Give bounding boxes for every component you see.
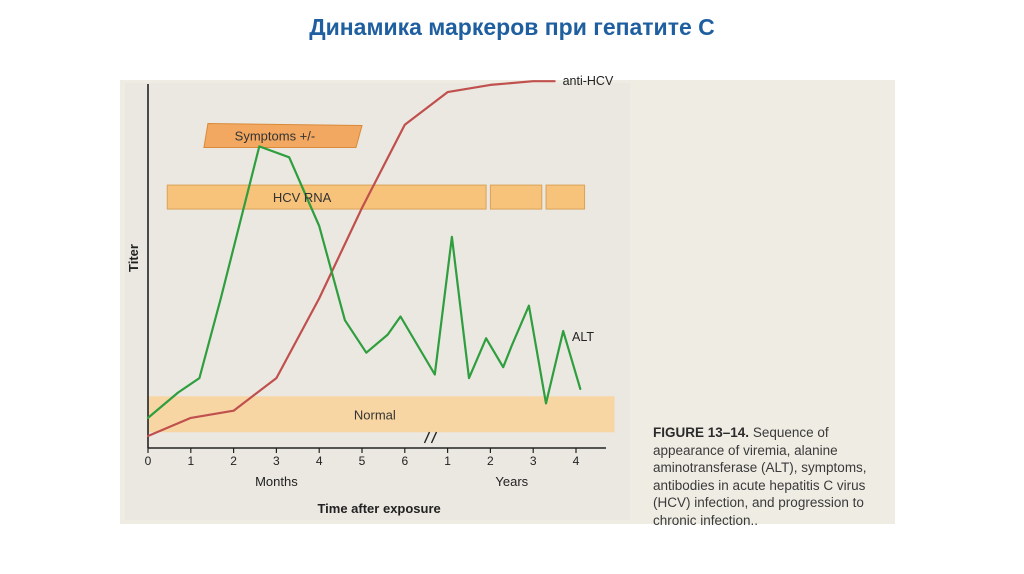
series-label-alt: ALT — [572, 330, 594, 344]
x-tick-label: 1 — [187, 454, 195, 468]
y-axis-title: Titer — [126, 244, 141, 272]
slide-title: Динамика маркеров при гепатите С — [309, 14, 715, 40]
band-label-hcv-rna: HCV RNA — [272, 190, 332, 206]
x-unit-label-years: Years — [495, 474, 529, 489]
series-label-anti-hcv: anti-HCV — [562, 74, 614, 89]
x-tick-label: 2 — [487, 454, 494, 468]
band-label-normal: Normal — [353, 407, 396, 423]
labels-layer — [126, 74, 614, 516]
x-tick-label: 5 — [358, 454, 366, 468]
x-tick-label: 3 — [273, 454, 280, 468]
axis-break-mark — [424, 432, 429, 443]
x-tick-label: 4 — [572, 454, 580, 468]
band-hcv-rna-segment — [546, 185, 585, 209]
x-tick-label: 2 — [230, 454, 237, 468]
x-tick-label: 6 — [401, 454, 409, 468]
axis-break-mark — [431, 432, 436, 443]
x-tick-label: 3 — [529, 454, 537, 468]
x-tick-label: 1 — [444, 454, 451, 468]
figure-label: FIGURE 13–14. — [653, 425, 750, 440]
x-tick-label: 4 — [315, 454, 323, 468]
caption-text: Sequence of appearance of viremia, alanine aminotransferase (ALT), symptoms, antibodies in acute hepatitis C virus (HCV) infection, and progression to chronic infection.. — [653, 425, 867, 528]
x-tick-label: 0 — [144, 454, 152, 468]
x-unit-label-months: Months — [255, 474, 298, 489]
x-axis-title: Time after exposure — [317, 501, 441, 516]
band-label-symptoms: Symptoms +/- — [234, 128, 316, 144]
band-hcv-rna-segment — [490, 185, 541, 209]
